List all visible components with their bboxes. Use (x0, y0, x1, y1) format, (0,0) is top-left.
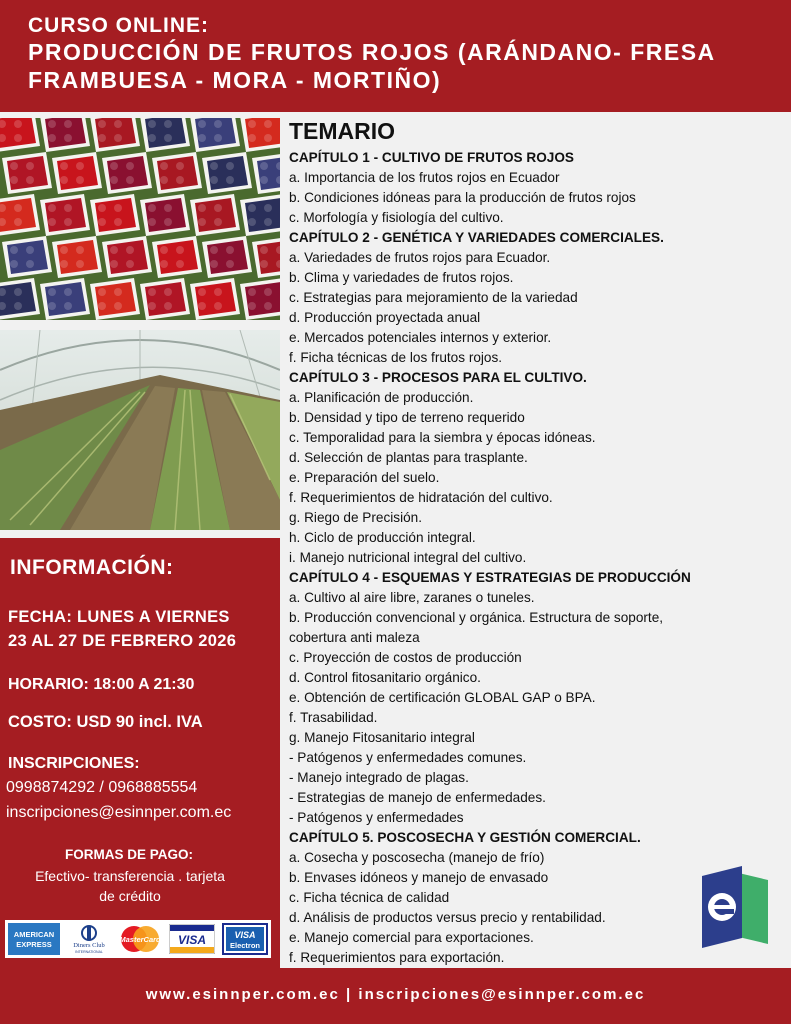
berry-highlight (164, 218, 172, 226)
berry-highlight (64, 120, 72, 128)
course-cost: COSTO: USD 90 incl. IVA (8, 713, 203, 731)
berry-highlight (210, 260, 218, 268)
visa-text: VISA (178, 933, 207, 947)
berry-highlight (14, 218, 22, 226)
syllabus-item: a. Importancia de los frutos rojos en Ecuador (289, 170, 560, 185)
syllabus-item: c. Ficha técnica de calidad (289, 890, 450, 905)
syllabus-item: b. Condiciones idóneas para la producción de frutos rojos (289, 190, 636, 205)
berry-highlight (48, 302, 56, 310)
berry-highlight (260, 260, 268, 268)
berry-highlight (160, 246, 168, 254)
berry-highlight (248, 134, 256, 142)
berry-highlight (126, 162, 134, 170)
berry-highlight (98, 218, 106, 226)
syllabus-item: - Estrategias de manejo de enfermedades. (289, 790, 546, 805)
syllabus-item: e. Preparación del suelo. (289, 470, 440, 485)
syllabus-item: d. Selección de plantas para trasplante. (289, 450, 528, 465)
syllabus-item: d. Control fitosanitario orgánico. (289, 670, 481, 685)
visa-electron-logo (222, 923, 268, 955)
berry-fill (145, 198, 186, 232)
berry-fill (245, 198, 280, 232)
berry-fill (195, 198, 236, 232)
berry-highlight (64, 302, 72, 310)
syllabus-item: - Patógenos y enfermedades (289, 810, 464, 825)
berry-highlight (14, 302, 22, 310)
berry-highlight (10, 260, 18, 268)
berry-highlight (110, 246, 118, 254)
chapter-heading: CAPÍTULO 3 - PROCESOS PARA EL CULTIVO. (289, 370, 587, 385)
greenhouse-photo (0, 330, 280, 530)
berry-highlight (48, 134, 56, 142)
berry-highlight (260, 176, 268, 184)
berry-highlight (48, 204, 56, 212)
berry-highlight (148, 204, 156, 212)
berry-fill (57, 240, 98, 274)
chapter-heading: CAPÍTULO 4 - ESQUEMAS Y ESTRATEGIAS DE PRODUCCIÓN (289, 570, 691, 585)
syllabus-item: f. Ficha técnicas de los frutos rojos. (289, 350, 503, 365)
berry-highlight (114, 302, 122, 310)
berry-highlight (248, 302, 256, 310)
footer-banner (0, 968, 791, 1024)
berry-highlight (164, 120, 172, 128)
berry-highlight (264, 218, 272, 226)
berry-fill (245, 282, 280, 316)
berry-highlight (114, 204, 122, 212)
berry-highlight (98, 288, 106, 296)
berry-highlight (210, 176, 218, 184)
payment-methods (10, 866, 250, 906)
berry-fill (257, 156, 280, 190)
fecha-line: FECHA: LUNES A VIERNES (8, 608, 230, 626)
berry-highlight (198, 134, 206, 142)
berry-highlight (264, 134, 272, 142)
berry-highlight (164, 302, 172, 310)
berry-fill (157, 156, 198, 190)
berry-highlight (114, 134, 122, 142)
berry-highlight (60, 260, 68, 268)
berry-highlight (76, 260, 84, 268)
berry-highlight (248, 288, 256, 296)
syllabus-item: i. Manejo nutricional integral del cultivo. (289, 550, 527, 565)
berry-highlight (76, 176, 84, 184)
fecha-dates: 23 AL 27 DE FEBRERO 2026 (8, 632, 237, 650)
berry-highlight (248, 120, 256, 128)
berry-highlight (260, 162, 268, 170)
berry-highlight (60, 162, 68, 170)
visa-logo (169, 924, 215, 954)
syllabus-item: cobertura anti maleza (289, 630, 420, 645)
berry-highlight (226, 162, 234, 170)
berry-highlight (210, 246, 218, 254)
payment-cards-strip (5, 920, 271, 958)
syllabus-item: b. Densidad y tipo de terreno requerido (289, 410, 525, 425)
berry-highlight (264, 302, 272, 310)
berry-fill (195, 282, 236, 316)
berry-highlight (198, 120, 206, 128)
syllabus-item: c. Proyección de costos de producción (289, 650, 522, 665)
mastercard-logo (117, 923, 163, 955)
syllabus-item: e. Obtención de certificación GLOBAL GAP o BPA. (289, 690, 596, 705)
berry-fill (95, 282, 136, 316)
berry-fill (107, 156, 148, 190)
berry-highlight (10, 176, 18, 184)
payment-line-1: Efectivo- transferencia . tarjeta (35, 868, 225, 884)
info-title: INFORMACIÓN: (10, 556, 174, 579)
berry-highlight (226, 260, 234, 268)
course-dates (8, 605, 236, 653)
berry-highlight (176, 176, 184, 184)
syllabus-item: a. Planificación de producción. (289, 390, 474, 405)
chapter-heading: CAPÍTULO 5. POSCOSECHA Y GESTIÓN COMERCIAL. (289, 830, 641, 845)
berry-highlight (176, 260, 184, 268)
berry-fill (257, 240, 280, 274)
berry-highlight (114, 288, 122, 296)
berry-fill (95, 198, 136, 232)
berries-crates-photo (0, 118, 280, 320)
diners-club-logo (67, 923, 111, 955)
berry-highlight (114, 218, 122, 226)
berry-highlight (214, 302, 222, 310)
berry-highlight (164, 134, 172, 142)
berry-fill (207, 156, 248, 190)
berry-highlight (214, 288, 222, 296)
berry-highlight (64, 204, 72, 212)
berry-highlight (160, 260, 168, 268)
syllabus-list (289, 148, 784, 968)
berry-highlight (114, 120, 122, 128)
syllabus-item: e. Mercados potenciales internos y exterior. (289, 330, 552, 345)
info-panel (0, 538, 280, 968)
berry-fill (57, 156, 98, 190)
berry-highlight (148, 218, 156, 226)
berry-highlight (148, 288, 156, 296)
berry-highlight (98, 204, 106, 212)
syllabus (289, 116, 784, 968)
syllabus-item: a. Variedades de frutos rojos para Ecuador. (289, 250, 551, 265)
berry-fill (145, 282, 186, 316)
berry-highlight (98, 302, 106, 310)
berry-highlight (264, 120, 272, 128)
berry-highlight (110, 162, 118, 170)
syllabus-item: c. Temporalidad para la siembra y épocas idóneas. (289, 430, 596, 445)
chapter-heading: CAPÍTULO 2 - GENÉTICA Y VARIEDADES COMERCIALES. (289, 230, 664, 245)
berry-highlight (164, 204, 172, 212)
esinnper-logo-icon (698, 862, 770, 950)
syllabus-item: c. Estrategias para mejoramiento de la variedad (289, 290, 578, 305)
syllabus-item: b. Envases idóneos y manejo de envasado (289, 870, 549, 885)
berry-fill (45, 198, 86, 232)
berry-highlight (176, 162, 184, 170)
berry-highlight (214, 218, 222, 226)
berry-highlight (60, 176, 68, 184)
berry-highlight (198, 302, 206, 310)
berry-highlight (260, 246, 268, 254)
amex-logo (8, 923, 60, 955)
visa-electron-text-2: Electron (229, 941, 260, 950)
amex-text-2: EXPRESS (16, 940, 52, 949)
diners-text-1: Diners Club (72, 942, 105, 949)
berry-highlight (10, 246, 18, 254)
berry-highlight (214, 120, 222, 128)
course-type: CURSO ONLINE: (28, 14, 209, 37)
diners-text-2: INTERNATIONAL (74, 950, 103, 954)
berry-highlight (126, 246, 134, 254)
berry-fill (157, 240, 198, 274)
berry-fill (0, 198, 36, 232)
payment-title: FORMAS DE PAGO: (65, 847, 193, 862)
syllabus-item: d. Producción proyectada anual (289, 310, 481, 325)
syllabus-item: b. Clima y variedades de frutos rojos. (289, 270, 514, 285)
berry-highlight (210, 162, 218, 170)
mastercard-text: MasterCard (119, 935, 161, 944)
berry-highlight (14, 134, 22, 142)
inscriptions-title: INSCRIPCIONES: (8, 755, 140, 772)
header-banner (0, 0, 791, 112)
berry-fill (0, 282, 36, 316)
visa-electron-text-1: VISA (234, 930, 256, 940)
berry-fill (207, 240, 248, 274)
berry-highlight (64, 218, 72, 226)
berry-highlight (248, 218, 256, 226)
syllabus-item: f. Trasabilidad. (289, 710, 378, 725)
berry-highlight (10, 162, 18, 170)
berry-highlight (214, 204, 222, 212)
syllabus-item: f. Requerimientos de hidratación del cultivo. (289, 490, 553, 505)
payment-line-2: de crédito (99, 888, 161, 904)
berry-highlight (110, 176, 118, 184)
berry-highlight (126, 260, 134, 268)
footer-contact[interactable]: www.esinnper.com.ec | inscripciones@esinnper.com.ec (145, 986, 646, 1003)
berry-highlight (264, 204, 272, 212)
berry-highlight (64, 288, 72, 296)
berry-highlight (48, 288, 56, 296)
berry-highlight (26, 246, 34, 254)
chapter-heading: CAPÍTULO 1 - CULTIVO DE FRUTOS ROJOS (289, 150, 574, 165)
berry-highlight (198, 204, 206, 212)
berry-highlight (14, 120, 22, 128)
berry-highlight (14, 204, 22, 212)
berry-fill (7, 156, 48, 190)
berry-highlight (160, 162, 168, 170)
syllabus-item: b. Producción convencional y orgánica. Estructura de soporte, (289, 610, 664, 625)
syllabus-item: c. Morfología y fisiología del cultivo. (289, 210, 504, 225)
syllabus-item: a. Cosecha y poscosecha (manejo de frío) (289, 850, 545, 865)
berry-highlight (26, 162, 34, 170)
berry-fill (7, 240, 48, 274)
berry-highlight (76, 162, 84, 170)
berry-fill (45, 282, 86, 316)
berry-highlight (264, 288, 272, 296)
berry-highlight (14, 288, 22, 296)
berry-highlight (160, 176, 168, 184)
berry-highlight (248, 204, 256, 212)
contact-email[interactable]: inscripciones@esinnper.com.ec (6, 804, 232, 821)
amex-text-1: AMERICAN (13, 930, 55, 939)
syllabus-item: f. Requerimientos para exportación. (289, 950, 505, 965)
berry-highlight (148, 120, 156, 128)
syllabus-item: e. Manejo comercial para exportaciones. (289, 930, 534, 945)
berry-highlight (110, 260, 118, 268)
berry-highlight (148, 302, 156, 310)
berry-highlight (64, 134, 72, 142)
berry-highlight (98, 134, 106, 142)
syllabus-item: d. Análisis de productos versus precio y rentabilidad. (289, 910, 606, 925)
syllabus-item: - Manejo integrado de plagas. (289, 770, 469, 785)
syllabus-item: g. Riego de Precisión. (289, 510, 422, 525)
berry-highlight (48, 218, 56, 226)
syllabus-item: a. Cultivo al aire libre, zaranes o tuneles. (289, 590, 535, 605)
berry-highlight (164, 288, 172, 296)
berry-highlight (226, 246, 234, 254)
berry-fill (107, 240, 148, 274)
syllabus-item: - Patógenos y enfermedades comunes. (289, 750, 527, 765)
berry-highlight (214, 134, 222, 142)
berry-highlight (198, 218, 206, 226)
course-schedule: HORARIO: 18:00 A 21:30 (8, 676, 195, 693)
berry-highlight (76, 246, 84, 254)
berry-highlight (48, 120, 56, 128)
berry-highlight (26, 176, 34, 184)
berry-highlight (126, 176, 134, 184)
syllabus-item: g. Manejo Fitosanitario integral (289, 730, 475, 745)
contact-phones[interactable]: 0998874292 / 0968885554 (6, 779, 198, 796)
berry-highlight (98, 120, 106, 128)
syllabus-item: h. Ciclo de producción integral. (289, 530, 476, 545)
berry-highlight (148, 134, 156, 142)
course-title: PRODUCCIÓN DE FRUTOS ROJOS (ARÁNDANO- FRESA FRAMBUESA - MORA - MORTIÑO) (28, 39, 715, 93)
berry-highlight (176, 246, 184, 254)
berry-highlight (226, 176, 234, 184)
berry-highlight (26, 260, 34, 268)
syllabus-title: TEMARIO (289, 118, 396, 144)
berry-highlight (198, 288, 206, 296)
berry-highlight (60, 246, 68, 254)
